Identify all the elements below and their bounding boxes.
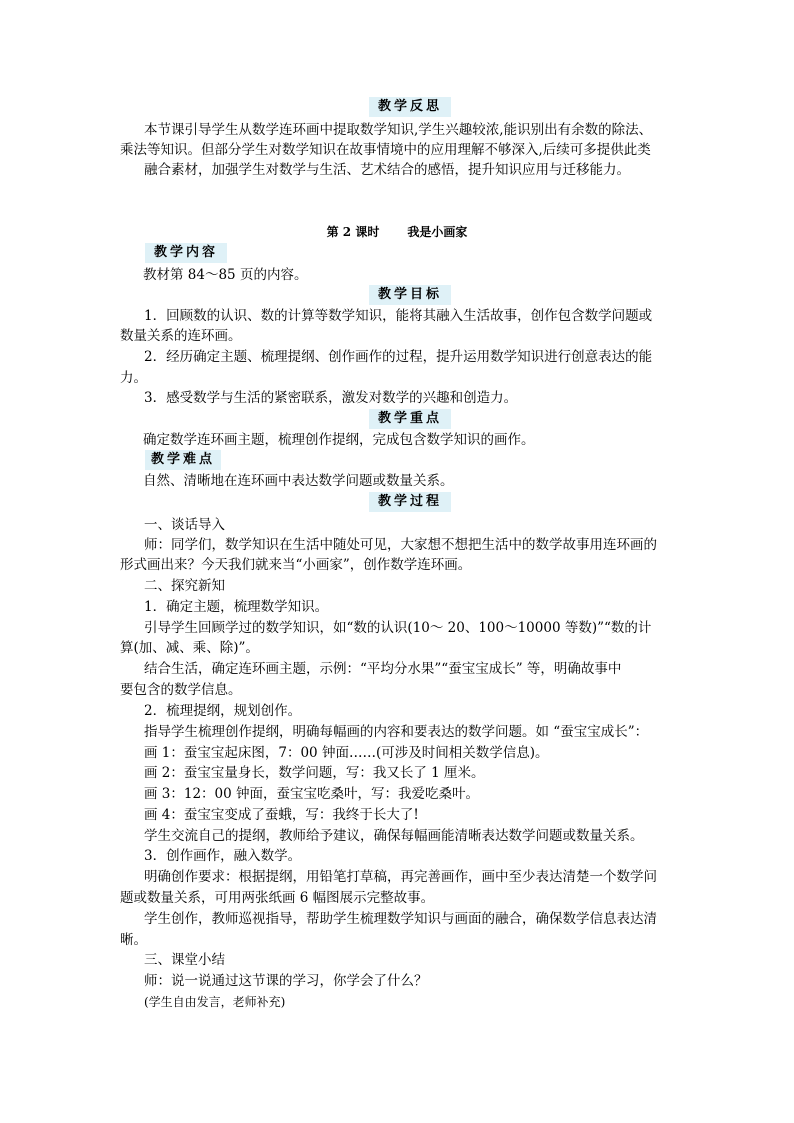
reflection-line-1: 本节课引导学生从数学连环画中提取数学知识,学生兴趣较浓,能识别出有余数的除法、 xyxy=(144,122,653,138)
content-heading: 教学内容 xyxy=(145,243,227,263)
process-line-9: 要包含的数学信息。 xyxy=(120,682,242,698)
process-line-23: 师：说一说通过这节课的学习，你学会了什么？ xyxy=(144,973,428,989)
process-line-2: 师：同学们，数学知识在生活中随处可见，大家想不想把生活中的数学故事用连环画的 xyxy=(144,537,657,553)
process-line-7: 算(加、减、乘、除)”。 xyxy=(120,640,259,656)
process-line-14: 画 3：12：00 钟面，蚕宝宝吃桑叶，写：我爱吃桑叶。 xyxy=(144,786,480,802)
process-line-15: 画 4：蚕宝宝变成了蚕蛾，写：我终于长大了! xyxy=(144,807,419,823)
process-line-18: 明确创作要求：根据提纲，用铅笔打草稿，再完善画作，画中至少表达清楚一个数学问 xyxy=(144,869,657,885)
difficulties-text: 自然、清晰地在连环画中表达数学问题或数量关系。 xyxy=(143,473,454,489)
process-line-21: 晰。 xyxy=(120,932,147,948)
goals-line-4: 力。 xyxy=(120,370,147,386)
goals-line-3: 2．经历确定主题、梳理提纲、创作画作的过程，提升运用数学知识进行创意表达的能 xyxy=(144,349,653,365)
process-line-20: 学生创作，教师巡视指导，帮助学生梳理数学知识与画面的融合，确保数学信息表达清 xyxy=(144,911,657,927)
process-line-22: 三、课堂小结 xyxy=(144,952,225,968)
goals-heading: 教学目标 xyxy=(369,285,451,305)
lesson-number: 第 2 课时 xyxy=(326,225,380,239)
process-line-17: 3．创作画作，融入数学。 xyxy=(144,848,302,864)
process-line-1: 一、谈话导入 xyxy=(144,517,225,533)
content-text: 教材第 84～85 页的内容。 xyxy=(143,267,308,283)
key-points-text: 确定数学连环画主题，梳理创作提纲，完成包含数学知识的画作。 xyxy=(143,432,535,448)
process-line-13: 画 2：蚕宝宝量身长，数学问题，写：我又长了 1 厘米。 xyxy=(144,765,485,781)
goals-line-5: 3．感受数学与生活的紧密联系，激发对数学的兴趣和创造力。 xyxy=(144,390,518,406)
process-line-19: 题或数量关系，可用两张纸画 6 幅图展示完整故事。 xyxy=(120,890,435,906)
lesson-name: 我是小画家 xyxy=(407,225,468,239)
process-line-16: 学生交流自己的提纲，教师给予建议，确保每幅画能清晰表达数学问题或数量关系。 xyxy=(144,828,644,844)
key-points-heading: 教学重点 xyxy=(369,409,451,429)
process-line-12: 画 1：蚕宝宝起床图，7：00 钟面……(可涉及时间相关数学信息)。 xyxy=(144,745,549,761)
process-line-8: 结合生活，确定连环画主题，示例：“平均分水果”“蚕宝宝成长” 等，明确故事中 xyxy=(144,661,622,677)
process-heading: 教学过程 xyxy=(369,492,451,512)
process-line-3: 形式画出来？今天我们就来当“小画家”，创作数学连环画。 xyxy=(120,557,472,573)
goals-line-2: 数量关系的连环画。 xyxy=(120,328,242,344)
reflection-line-2: 乘法等知识。但部分学生对数学知识在故事情境中的应用理解不够深入,后续可多提供此类 xyxy=(120,142,651,158)
process-line-11: 指导学生梳理创作提纲，明确每幅画的内容和要表达的数学问题。如 “蚕宝宝成长”： xyxy=(144,724,649,740)
process-line-6: 引导学生回顾学过的数学知识，如“数的认识(10～ 20、100～10000 等数)”“数的计 xyxy=(144,620,652,636)
process-line-24: (学生自由发言，老师补充) xyxy=(144,995,286,1009)
difficulties-heading: 教学难点 xyxy=(145,450,221,470)
lesson-title xyxy=(0,224,794,240)
process-line-5: 1．确定主题，梳理数学知识。 xyxy=(144,599,329,615)
process-line-10: 2．梳理提纲，规划创作。 xyxy=(144,703,302,719)
process-line-4: 二、探究新知 xyxy=(144,578,225,594)
goals-line-1: 1．回顾数的认识、数的计算等数学知识，能将其融入生活故事，创作包含数学问题或 xyxy=(144,308,653,324)
reflection-line-3: 融合素材，加强学生对数学与生活、艺术结合的感悟，提升知识应用与迁移能力。 xyxy=(144,162,630,178)
reflection-heading: 教学反思 xyxy=(369,97,451,117)
